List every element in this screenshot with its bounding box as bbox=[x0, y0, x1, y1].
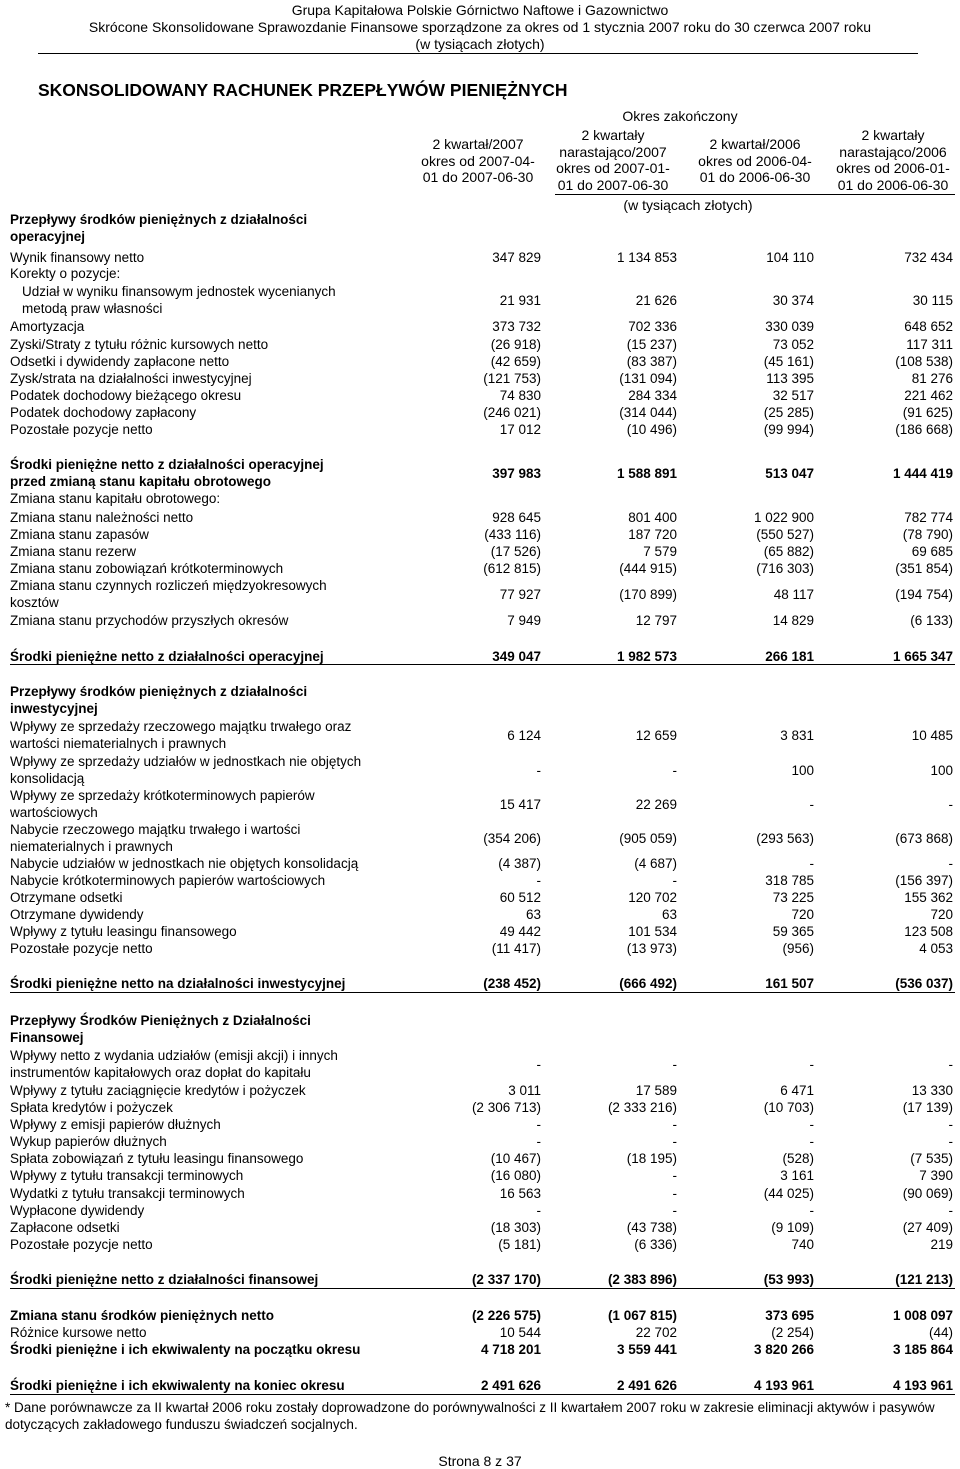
row-label: Zmiana stanu środków pieniężnych netto bbox=[10, 1308, 275, 1323]
row-value-col2: (2 383 896) bbox=[607, 1272, 677, 1287]
row-value-col3: (550 527) bbox=[756, 527, 814, 542]
header-divider bbox=[38, 53, 918, 54]
row-value-col4: (194 754) bbox=[895, 587, 953, 602]
row-value-col3: 266 181 bbox=[765, 649, 814, 664]
row-value-col3: 513 047 bbox=[765, 466, 814, 481]
row-label: Wpływy ze sprzedaży krótkoterminowych papierów wartościowych bbox=[10, 788, 315, 820]
row-value-col3: - bbox=[809, 1203, 814, 1218]
row-value-col3: 318 785 bbox=[765, 873, 814, 888]
row-label: Środki pieniężne i ich ekwiwalenty na początku okresu bbox=[10, 1342, 361, 1357]
row-label: Wpływy netto z wydania udziałów (emisji akcji) i innych instrumentów kapitałowych oraz dopłat do kapitału bbox=[10, 1048, 338, 1080]
total-underline bbox=[10, 664, 955, 665]
unit-label: (w tysiącach złotych) bbox=[623, 197, 753, 213]
row-label: Spłata kredytów i pożyczek bbox=[10, 1100, 173, 1115]
row-value-col2: (170 899) bbox=[619, 587, 677, 602]
row-label: Wydatki z tytułu transakcji terminowych bbox=[10, 1186, 245, 1201]
row-value-col1: - bbox=[536, 1057, 541, 1072]
row-value-col3: - bbox=[809, 856, 814, 871]
row-label: Środki pieniężne netto z działalności operacyjnej bbox=[10, 649, 324, 664]
row-label: Przepływy środków pieniężnych z działalności inwestycyjnej bbox=[10, 684, 308, 716]
row-label: Zmiana stanu kapitału obrotowego: bbox=[10, 491, 221, 506]
row-label: Zmiana stanu należności netto bbox=[10, 510, 194, 525]
row-value-col4: 219 bbox=[930, 1237, 953, 1252]
row-value-col3: (956) bbox=[782, 941, 814, 956]
row-value-col3: (293 563) bbox=[756, 831, 814, 846]
row-value-col2: - bbox=[672, 873, 677, 888]
row-value-col3: - bbox=[809, 1117, 814, 1132]
row-label: Zysk/strata na działalności inwestycyjnej bbox=[10, 371, 252, 386]
row-value-col3: 14 829 bbox=[772, 613, 814, 628]
row-value-col3: (528) bbox=[782, 1151, 814, 1166]
row-value-col3: 30 374 bbox=[772, 293, 814, 308]
row-value-col3: 73 225 bbox=[772, 890, 814, 905]
row-value-col1: - bbox=[536, 763, 541, 778]
row-value-col3: 720 bbox=[791, 907, 814, 922]
row-value-col3: 3 161 bbox=[780, 1168, 814, 1183]
row-value-col3: (53 993) bbox=[763, 1272, 814, 1287]
row-label: Pozostałe pozycje netto bbox=[10, 1237, 153, 1252]
row-value-col2: 22 269 bbox=[635, 797, 677, 812]
row-value-col4: - bbox=[948, 856, 953, 871]
row-value-col2: 12 797 bbox=[635, 613, 677, 628]
row-value-col4: (351 854) bbox=[895, 561, 953, 576]
row-label: Nabycie krótkoterminowych papierów wartościowych bbox=[10, 873, 326, 888]
row-value-col1: 4 718 201 bbox=[480, 1342, 541, 1357]
row-label: Wynik finansowy netto bbox=[10, 250, 145, 265]
row-value-col4: 123 508 bbox=[904, 924, 953, 939]
row-value-col3: 59 365 bbox=[772, 924, 814, 939]
row-value-col1: - bbox=[536, 1203, 541, 1218]
row-value-col1: (5 181) bbox=[498, 1237, 541, 1252]
row-label: Środki pieniężne netto z działalności operacyjnej przed zmianą stanu kapitału obrotowego bbox=[10, 457, 324, 489]
column-header-h1-2006: 2 kwartały narastająco/2006 okres od 2006-01- 01 do 2006-06-30 bbox=[836, 127, 950, 193]
row-value-col2: 1 982 573 bbox=[616, 649, 677, 664]
row-value-col4: (6 133) bbox=[910, 613, 953, 628]
column-header-q2-2007: 2 kwartał/2007 okres od 2007-04- 01 do 2007-06-30 bbox=[421, 136, 535, 185]
row-value-col3: 3 831 bbox=[780, 728, 814, 743]
row-value-col1: (238 452) bbox=[483, 976, 541, 991]
row-value-col4: (7 535) bbox=[910, 1151, 953, 1166]
row-value-col4: - bbox=[948, 1203, 953, 1218]
row-value-col3: - bbox=[809, 1057, 814, 1072]
row-label: Zapłacone odsetki bbox=[10, 1220, 120, 1235]
row-value-col2: 12 659 bbox=[635, 728, 677, 743]
row-value-col3: (45 161) bbox=[763, 354, 814, 369]
row-value-col4: 221 462 bbox=[904, 388, 953, 403]
row-value-col4: (78 790) bbox=[902, 527, 953, 542]
row-label: Zmiana stanu zobowiązań krótkoterminowych bbox=[10, 561, 284, 576]
row-value-col2: - bbox=[672, 1057, 677, 1072]
row-value-col4: 1 008 097 bbox=[892, 1308, 953, 1323]
row-value-col2: 187 720 bbox=[628, 527, 677, 542]
row-value-col4: - bbox=[948, 1134, 953, 1149]
row-value-col2: 2 491 626 bbox=[616, 1378, 677, 1393]
row-value-col2: (666 492) bbox=[619, 976, 677, 991]
row-value-col2: (10 496) bbox=[626, 422, 677, 437]
row-value-col1: 349 047 bbox=[492, 649, 541, 664]
row-value-col3: (44 025) bbox=[763, 1186, 814, 1201]
row-value-col3: (99 994) bbox=[763, 422, 814, 437]
row-value-col2: 17 589 bbox=[635, 1083, 677, 1098]
row-value-col1: (11 417) bbox=[491, 941, 541, 956]
row-value-col4: (108 538) bbox=[895, 354, 953, 369]
row-value-col4: 720 bbox=[930, 907, 953, 922]
footnote: * Dane porównawcze za II kwartał 2006 roku zostały doprowadzone do porównywalności z II kwartałem 2007 roku w zakresie eliminacji aktywów i pasywów dotyczących zakładowego funduszu świadczeń socjalnych. bbox=[5, 1400, 935, 1432]
row-label: Wpływy z tytułu zaciągnięcie kredytów i pożyczek bbox=[10, 1083, 306, 1098]
row-value-col4: 7 390 bbox=[919, 1168, 953, 1183]
period-ended-label: Okres zakończony bbox=[622, 108, 738, 124]
row-value-col2: (43 738) bbox=[626, 1220, 677, 1235]
row-value-col3: 73 052 bbox=[772, 337, 814, 352]
row-value-col2: 7 579 bbox=[643, 544, 677, 559]
row-value-col4: (121 213) bbox=[895, 1272, 953, 1287]
row-value-col1: (121 753) bbox=[483, 371, 541, 386]
row-value-col4: 69 685 bbox=[911, 544, 953, 559]
row-value-col1: 60 512 bbox=[499, 890, 541, 905]
row-value-col1: (2 306 713) bbox=[471, 1100, 541, 1115]
row-value-col4: (90 069) bbox=[902, 1186, 953, 1201]
row-value-col3: 161 507 bbox=[765, 976, 814, 991]
row-value-col1: (433 116) bbox=[484, 527, 541, 542]
row-value-col3: 1 022 900 bbox=[753, 510, 814, 525]
row-label: Podatek dochodowy bieżącego okresu bbox=[10, 388, 242, 403]
row-value-col2: 284 334 bbox=[628, 388, 677, 403]
row-value-col3: (10 703) bbox=[763, 1100, 814, 1115]
row-value-col4: (673 868) bbox=[895, 831, 953, 846]
row-value-col2: (4 687) bbox=[634, 856, 677, 871]
row-value-col4: 732 434 bbox=[904, 250, 953, 265]
row-value-col2: (83 387) bbox=[626, 354, 677, 369]
row-value-col4: 4 053 bbox=[919, 941, 953, 956]
row-value-col2: - bbox=[672, 1117, 677, 1132]
row-value-col3: 4 193 961 bbox=[753, 1378, 814, 1393]
row-value-col2: (13 973) bbox=[626, 941, 677, 956]
row-value-col1: 7 949 bbox=[507, 613, 541, 628]
row-label: Zmiana stanu przychodów przyszłych okresów bbox=[10, 613, 289, 628]
row-label: Pozostałe pozycje netto bbox=[10, 422, 153, 437]
row-value-col2: (131 094) bbox=[619, 371, 677, 386]
row-value-col1: (2 226 575) bbox=[471, 1308, 541, 1323]
row-value-col1: - bbox=[536, 1134, 541, 1149]
row-value-col1: 17 012 bbox=[499, 422, 541, 437]
row-value-col1: (246 021) bbox=[483, 405, 541, 420]
row-label: Różnice kursowe netto bbox=[10, 1325, 147, 1340]
row-value-col2: 801 400 bbox=[628, 510, 677, 525]
row-value-col1: (4 387) bbox=[498, 856, 541, 871]
row-value-col2: (314 044) bbox=[619, 405, 677, 420]
row-value-col3: (2 254) bbox=[771, 1325, 814, 1340]
row-label: Udział w wyniku finansowym jednostek wycenianych metodą praw własności bbox=[22, 284, 336, 316]
row-label: Wpływy z tytułu leasingu finansowego bbox=[10, 924, 237, 939]
row-value-col4: (186 668) bbox=[895, 422, 953, 437]
row-value-col3: (716 303) bbox=[756, 561, 814, 576]
row-value-col2: - bbox=[672, 1134, 677, 1149]
row-value-col1: 373 732 bbox=[492, 319, 541, 334]
row-label: Zyski/Straty z tytułu różnic kursowych netto bbox=[10, 337, 269, 352]
row-value-col4: 1 444 419 bbox=[892, 466, 953, 481]
row-value-col4: - bbox=[948, 1117, 953, 1132]
row-value-col3: 740 bbox=[791, 1237, 814, 1252]
row-label: Zmiana stanu rezerw bbox=[10, 544, 137, 559]
row-value-col2: - bbox=[672, 763, 677, 778]
row-value-col4: 4 193 961 bbox=[892, 1378, 953, 1393]
row-value-col1: (17 526) bbox=[490, 544, 541, 559]
row-value-col2: 120 702 bbox=[628, 890, 677, 905]
row-value-col4: 81 276 bbox=[911, 371, 953, 386]
column-header-h1-2007: 2 kwartały narastająco/2007 okres od 2007-01- 01 do 2007-06-30 bbox=[556, 127, 670, 193]
page-number: Strona 8 z 37 bbox=[438, 1453, 522, 1469]
row-value-col4: 117 311 bbox=[906, 337, 953, 352]
row-value-col4: (536 037) bbox=[895, 976, 953, 991]
row-value-col2: - bbox=[672, 1168, 677, 1183]
row-value-col1: 3 011 bbox=[508, 1083, 541, 1098]
column-header-q2-2006: 2 kwartał/2006 okres od 2006-04- 01 do 2006-06-30 bbox=[698, 136, 812, 185]
row-value-col1: (2 337 170) bbox=[471, 1272, 541, 1287]
row-value-col1: (612 815) bbox=[483, 561, 541, 576]
row-value-col4: 155 362 bbox=[904, 890, 953, 905]
row-value-col2: (2 333 216) bbox=[607, 1100, 677, 1115]
row-value-col1: 347 829 bbox=[492, 250, 541, 265]
row-value-col2: (444 915) bbox=[619, 561, 677, 576]
row-value-col1: 928 645 bbox=[492, 510, 541, 525]
row-value-col2: - bbox=[672, 1186, 677, 1201]
row-value-col4: - bbox=[948, 1057, 953, 1072]
row-label: Nabycie rzeczowego majątku trwałego i wartości niematerialnych i prawnych bbox=[10, 822, 301, 854]
row-label: Wypłacone dywidendy bbox=[10, 1203, 145, 1218]
row-value-col2: 1 134 853 bbox=[616, 250, 677, 265]
row-value-col4: (27 409) bbox=[902, 1220, 953, 1235]
row-value-col1: 397 983 bbox=[492, 466, 541, 481]
row-value-col1: 63 bbox=[525, 907, 541, 922]
row-value-col1: (18 303) bbox=[490, 1220, 541, 1235]
unit-divider bbox=[555, 194, 955, 195]
statement-title: SKONSOLIDOWANY RACHUNEK PRZEPŁYWÓW PIENIĘŻNYCH bbox=[38, 80, 568, 100]
row-label: Zmiana stanu czynnych rozliczeń międzyokresowych kosztów bbox=[10, 578, 327, 610]
row-label: Otrzymane odsetki bbox=[10, 890, 123, 905]
row-value-col2: (6 336) bbox=[634, 1237, 677, 1252]
row-value-col2: (1 067 815) bbox=[607, 1308, 677, 1323]
row-value-col3: (25 285) bbox=[763, 405, 814, 420]
row-label: Odsetki i dywidendy zapłacone netto bbox=[10, 354, 230, 369]
row-value-col1: 74 830 bbox=[499, 388, 541, 403]
row-value-col1: (42 659) bbox=[490, 354, 541, 369]
total-underline bbox=[10, 1394, 955, 1395]
row-value-col2: 702 336 bbox=[628, 319, 677, 334]
row-value-col2: 3 559 441 bbox=[616, 1342, 677, 1357]
row-value-col1: (10 467) bbox=[490, 1151, 541, 1166]
row-value-col1: 16 563 bbox=[499, 1186, 541, 1201]
row-label: Wpływy z emisji papierów dłużnych bbox=[10, 1117, 221, 1132]
total-underline bbox=[10, 1288, 955, 1289]
row-value-col3: 6 471 bbox=[780, 1083, 814, 1098]
row-label: Amortyzacja bbox=[10, 319, 85, 334]
row-value-col1: 49 442 bbox=[499, 924, 541, 939]
row-value-col3: 373 695 bbox=[765, 1308, 814, 1323]
row-value-col3: 48 117 bbox=[773, 587, 814, 602]
row-value-col4: (91 625) bbox=[902, 405, 953, 420]
row-value-col2: 1 588 891 bbox=[616, 466, 677, 481]
row-value-col4: 648 652 bbox=[904, 319, 953, 334]
row-label: Wpływy ze sprzedaży rzeczowego majątku trwałego oraz wartości niematerialnych i prawnych bbox=[10, 719, 352, 751]
row-label: Wykup papierów dłużnych bbox=[10, 1134, 167, 1149]
row-value-col1: - bbox=[536, 1117, 541, 1132]
row-value-col1: 15 417 bbox=[499, 797, 541, 812]
row-value-col3: - bbox=[809, 1134, 814, 1149]
row-value-col1: 10 544 bbox=[499, 1325, 541, 1340]
row-value-col3: (65 882) bbox=[763, 544, 814, 559]
total-underline bbox=[10, 992, 955, 993]
row-value-col3: 104 110 bbox=[766, 250, 814, 265]
row-label: Przepływy Środków Pieniężnych z Działalności Finansowej bbox=[10, 1013, 311, 1045]
row-value-col1: (354 206) bbox=[483, 831, 541, 846]
row-value-col4: 10 485 bbox=[911, 728, 953, 743]
row-value-col2: (905 059) bbox=[619, 831, 677, 846]
row-value-col4: 13 330 bbox=[911, 1083, 953, 1098]
report-header-line1: Grupa Kapitałowa Polskie Górnictwo Naftowe i Gazownictwo bbox=[291, 2, 669, 18]
row-value-col1: 6 124 bbox=[507, 728, 541, 743]
row-label: Przepływy środków pieniężnych z działalności operacyjnej bbox=[10, 212, 308, 244]
report-header-line3: (w tysiącach złotych) bbox=[415, 36, 545, 52]
row-value-col2: 101 534 bbox=[628, 924, 677, 939]
row-label: Środki pieniężne netto z działalności finansowej bbox=[10, 1272, 319, 1287]
row-value-col4: 3 185 864 bbox=[892, 1342, 953, 1357]
row-label: Wpływy z tytułu transakcji terminowych bbox=[10, 1168, 244, 1183]
row-value-col2: 21 626 bbox=[635, 293, 677, 308]
row-value-col2: 63 bbox=[661, 907, 677, 922]
row-value-col1: - bbox=[536, 873, 541, 888]
row-value-col2: - bbox=[672, 1203, 677, 1218]
row-value-col4: (156 397) bbox=[895, 873, 953, 888]
row-value-col2: (18 195) bbox=[626, 1151, 677, 1166]
row-value-col4: - bbox=[948, 797, 953, 812]
row-label: Wpływy ze sprzedaży udziałów w jednostkach nie objętych konsolidacją bbox=[10, 754, 362, 786]
row-value-col4: 30 115 bbox=[912, 293, 953, 308]
row-value-col3: 330 039 bbox=[765, 319, 814, 334]
row-label: Środki pieniężne i ich ekwiwalenty na koniec okresu bbox=[10, 1378, 345, 1393]
row-value-col4: 1 665 347 bbox=[892, 649, 953, 664]
row-value-col3: 100 bbox=[791, 763, 814, 778]
row-label: Zmiana stanu zapasów bbox=[10, 527, 149, 542]
row-value-col1: 77 927 bbox=[499, 587, 541, 602]
row-value-col1: 2 491 626 bbox=[480, 1378, 541, 1393]
row-label: Środki pieniężne netto na działalności inwestycyjnej bbox=[10, 976, 346, 991]
row-value-col4: (17 139) bbox=[902, 1100, 953, 1115]
row-label: Pozostałe pozycje netto bbox=[10, 941, 153, 956]
row-value-col3: 3 820 266 bbox=[753, 1342, 814, 1357]
row-value-col4: 100 bbox=[930, 763, 953, 778]
row-value-col2: 22 702 bbox=[635, 1325, 677, 1340]
row-value-col1: (26 918) bbox=[490, 337, 541, 352]
row-value-col3: 32 517 bbox=[772, 388, 814, 403]
row-value-col3: (9 109) bbox=[771, 1220, 814, 1235]
row-value-col4: 782 774 bbox=[904, 510, 953, 525]
row-label: Spłata zobowiązań z tytułu leasingu finansowego bbox=[10, 1151, 304, 1166]
row-value-col1: (16 080) bbox=[490, 1168, 541, 1183]
row-value-col4: (44) bbox=[928, 1325, 953, 1340]
row-value-col2: (15 237) bbox=[626, 337, 677, 352]
row-label: Podatek dochodowy zapłacony bbox=[10, 405, 197, 420]
row-value-col3: - bbox=[809, 797, 814, 812]
row-label: Nabycie udziałów w jednostkach nie objętych konsolidacją bbox=[10, 856, 359, 871]
report-header-line2: Skrócone Skonsolidowane Sprawozdanie Finansowe sporządzone za okres od 1 stycznia 2007 roku do 30 czerwca 2007 roku bbox=[88, 19, 872, 35]
row-value-col3: 113 395 bbox=[766, 371, 814, 386]
row-label: Korekty o pozycje: bbox=[10, 266, 121, 281]
row-label: Otrzymane dywidendy bbox=[10, 907, 144, 922]
row-value-col1: 21 931 bbox=[499, 293, 541, 308]
